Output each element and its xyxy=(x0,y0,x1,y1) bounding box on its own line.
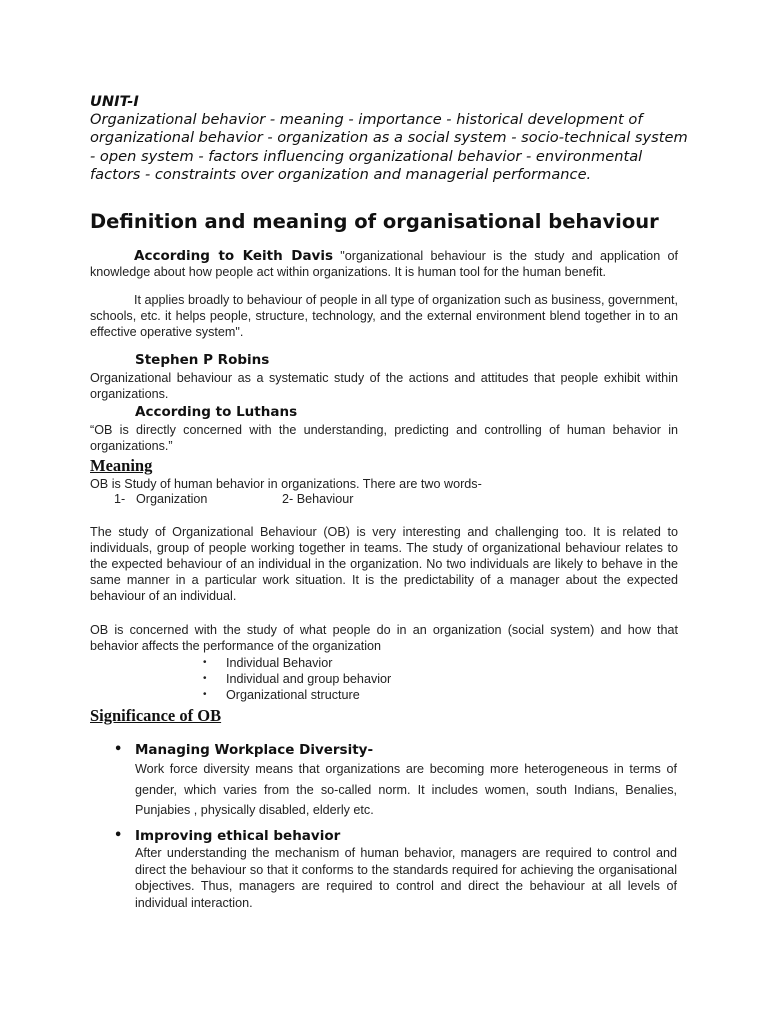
significance-item-title: Improving ethical behavior xyxy=(135,828,341,844)
significance-heading: Significance of OB xyxy=(90,706,222,725)
robbins-heading: Stephen P Robins xyxy=(135,352,270,368)
bullet-icon: • xyxy=(114,828,123,843)
definition-heading: Definition and meaning of organisational behaviour xyxy=(90,210,659,233)
unit-intro xyxy=(90,93,690,184)
davis-text-2: It applies broadly to behaviour of people in all type of organization such as business, government, schools, etc. it helps people, structure, technology, and the external environment blend together in to an effective operative system". xyxy=(90,293,678,340)
luthans-heading: According to Luthans xyxy=(135,404,298,420)
word-1-number: 1- xyxy=(114,492,126,506)
significance-item-body: Work force diversity means that organizations are becoming more heterogeneous in terms of gender, which varies from the so-called norm. It includes women, south Indians, Benalies, Punjabies , physically disabled, elderly etc. xyxy=(135,762,677,817)
list-item-text: Individual and group behavior xyxy=(226,672,392,686)
list-item-text: Individual Behavior xyxy=(226,656,333,670)
word-1: Organization xyxy=(136,492,208,506)
robbins-text: Organizational behaviour as a systematic study of the actions and attitudes that people exhibit within organizations. xyxy=(90,371,678,402)
davis-paragraph xyxy=(90,248,678,280)
bullet-icon: • xyxy=(203,689,207,700)
meaning-intro: OB is Study of human behavior in organizations. There are two words- xyxy=(90,477,482,491)
word-2: 2- Behaviour xyxy=(282,492,354,506)
unit-topics: Organizational behavior - meaning - importance - historical development of organizational behavior - organization as a social system - socio-technical system - open system - factors influencing organizational behavior - environmental factors - constraints over organization and managerial performance. xyxy=(90,111,688,183)
meaning-paragraph-1: The study of Organizational Behaviour (OB) is very interesting and challenging too. It is related to individuals, group of people working together in teams. The study of organizational behaviour relates to the expected behaviour of an individual in the organization. No two individuals are likely to behave in the same manner in a particular work situation. It is the predictability of a manager about the expected behaviour of an individual. xyxy=(90,525,678,604)
bullet-icon: • xyxy=(114,742,123,757)
meaning-paragraph-2: OB is concerned with the study of what people do in an organization (social system) and how that behavior affects the performance of the organization xyxy=(90,623,678,654)
davis-text: "organizational behaviour is the study and application of knowledge about how people act within organizations. It is human tool for the human benefit. xyxy=(90,249,678,280)
meaning-heading: Meaning xyxy=(90,456,153,475)
davis-paragraph-2 xyxy=(90,292,678,340)
davis-lead: According to Keith Davis xyxy=(134,248,334,264)
significance-item-body: After understanding the mechanism of human behavior, managers are required to control and direct the behaviour so that it conforms to the standards required for achieving the organisational objectives. Thus, managers are required to control and direct the behaviour at all levels of individual interaction. xyxy=(135,846,677,910)
unit-title: UNIT-I xyxy=(90,93,139,110)
luthans-text: “OB is directly concerned with the understanding, predicting and controlling of human behavior in organizations.” xyxy=(90,423,678,454)
list-item-text: Organizational structure xyxy=(226,688,360,702)
significance-item-title: Managing Workplace Diversity- xyxy=(135,742,374,758)
bullet-icon: • xyxy=(203,673,207,684)
bullet-icon: • xyxy=(203,657,207,668)
